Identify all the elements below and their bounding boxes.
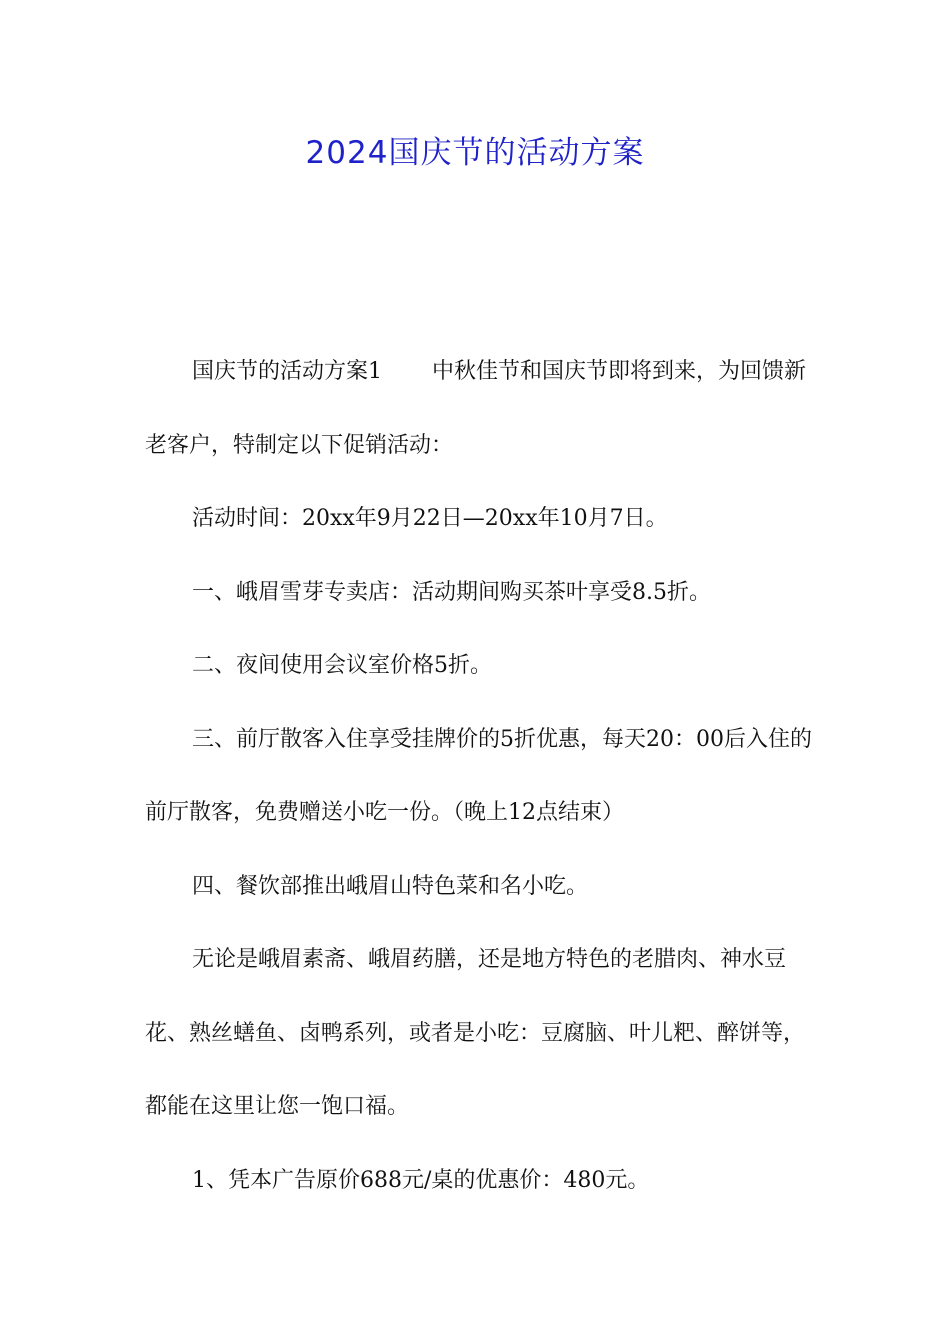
- paragraph-item-2: 二、夜间使用会议室价格5折。: [192, 653, 492, 678]
- paragraph-item-3: 三、前厅散客入住享受挂牌价的5折优惠，每天20：00后入住的前厅散客，免费赠送小吃一份。（晚上12点结束）: [145, 726, 812, 825]
- paragraph-activity-time: 活动时间：20xx年9月22日—20xx年10月7日。: [192, 506, 668, 531]
- paragraph-intro-text: 中秋佳节和国庆节即将到来，为回馈新老客户，特制定以下促销活动：: [145, 359, 807, 458]
- paragraph-food-description: 无论是峨眉素斋、峨眉药膳，还是地方特色的老腊肉、神水豆花、熟丝蟮鱼、卤鸭系列，或者是小吃：豆腐脑、叶儿粑、醉饼等，都能在这里让您一饱口福。: [145, 947, 806, 1119]
- paragraph-offer-1: 1、凭本广告原价688元/桌的优惠价：480元。: [192, 1167, 650, 1193]
- section-label: 国庆节的活动方案1: [192, 359, 382, 384]
- paragraph-item-1: 一、峨眉雪芽专卖店：活动期间购买茶叶享受8.5折。: [192, 579, 711, 605]
- document-body: [145, 335, 813, 1217]
- paragraph-intro: [145, 335, 813, 482]
- paragraph-item-4: 四、餐饮部推出峨眉山特色菜和名小吃。: [192, 873, 589, 899]
- document-title: 2024国庆节的活动方案: [305, 135, 645, 171]
